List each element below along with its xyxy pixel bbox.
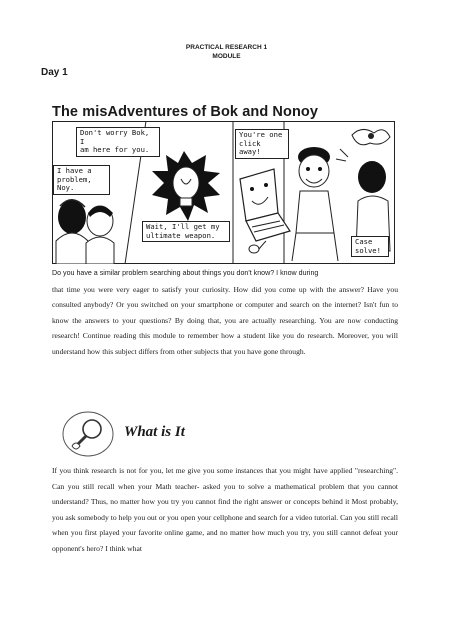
comic-title: The misAdventures of Bok and Nonoy (52, 104, 319, 120)
day-label: Day 1 (41, 67, 68, 78)
speech-bubble-problem: I have a problem, Noy. (53, 165, 110, 195)
speech-bubble-solve: Case solve! (351, 236, 389, 257)
speech-bubble-worry: Don't worry Bok, I am here for you. (76, 127, 160, 157)
module-subtitle: MODULE (212, 53, 241, 60)
intro-paragraph (52, 265, 398, 360)
magnifying-glass-icon (62, 410, 116, 458)
speech-bubble-ultimate: Wait, I'll get my ultimate weapon. (142, 221, 230, 242)
intro-first-line: Do you have a similar problem searching about things you don't know? I know during (52, 269, 319, 277)
section-title: What is It (124, 424, 185, 440)
intro-body: that time you were very eager to satisfy your curiosity. How did you come up with the answer? Have you consulted anybody? Or you switched on your smartphone or computer and search on the internet? Isn't fun to know the answers to your questions? By doing that, you are actually researching. You are now conducting research! Continue reading this module to remember how a student like you do research. Moreover, you will understand how this subject differs from other subjects that you have gone through. (52, 284, 398, 356)
what-is-it-paragraph: If you think research is not for you, let me give you some instances that you might have applied "researching". Can you still recall when your Math teacher- asked you to solve a mathematical problem that you cannot understand? Thus, no matter how you try you cannot find the right answer or concepts behind it Most probably, you ask somebody to help you out or you open your cellphone and search for a video tutorial. Can you still recall when you first played your favorite online game, and no matter how much you try, you still cannot defeat your opponent's hero? I think what (52, 466, 398, 553)
speech-bubble-click: You're one click away! (235, 129, 289, 159)
module-title: PRACTICAL RESEARCH 1 (185, 44, 268, 51)
comic-strip (52, 121, 395, 264)
